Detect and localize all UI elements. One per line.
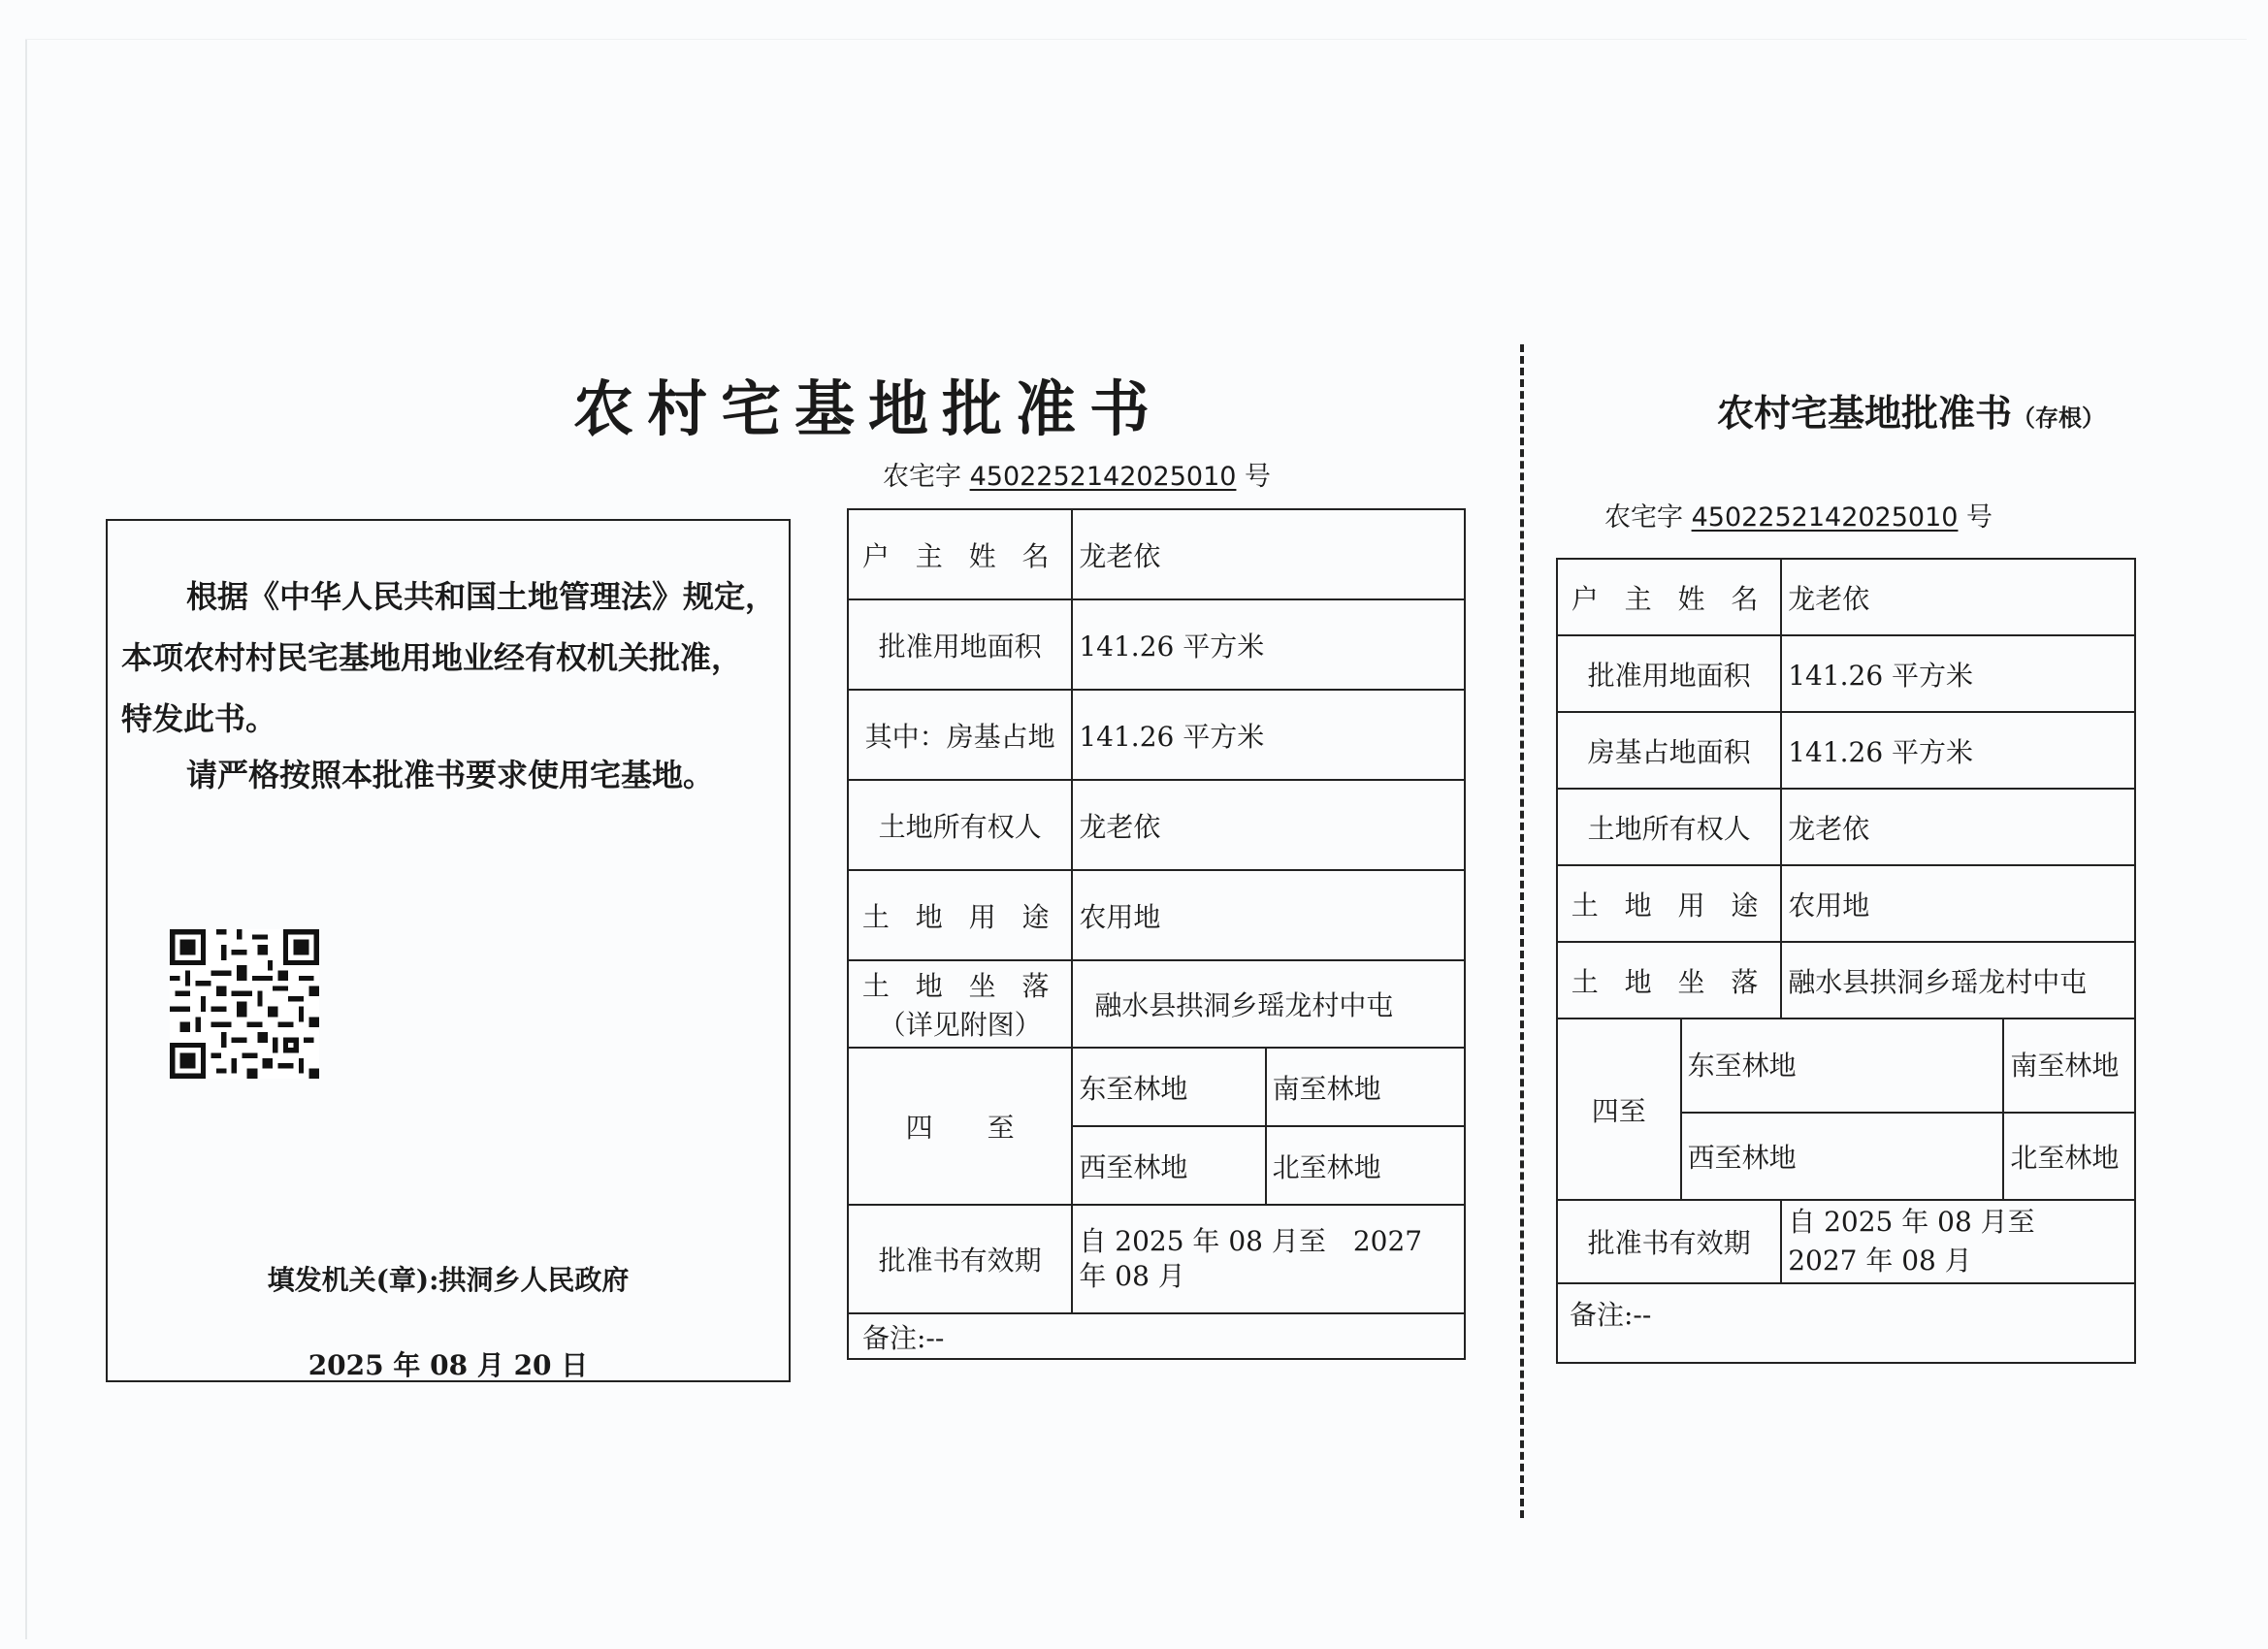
footprint-label: 其中：房基占地 [848, 690, 1072, 780]
boundary-west: 西至林地 [1072, 1126, 1265, 1205]
stub-location-label: 土 地 坐 落 [1557, 942, 1781, 1018]
doc-prefix: 农宅字 [883, 462, 961, 492]
main-title: 农村宅基地批准书 [572, 373, 1163, 444]
owner-label: 户 主 姓 名 [848, 509, 1072, 599]
stub-boundary-north: 北至林地 [2003, 1113, 2135, 1200]
location-label-cell [848, 960, 1072, 1048]
stub-boundary-east: 东至林地 [1681, 1018, 2004, 1113]
stub-location-value: 融水县拱洞乡瑶龙村中屯 [1781, 942, 2135, 1018]
stub-land-use-label: 土 地 用 途 [1557, 865, 1781, 942]
scan-edge [25, 39, 2247, 40]
stub-owner-label: 户 主 姓 名 [1557, 559, 1781, 635]
stub-boundary-west: 西至林地 [1681, 1113, 2004, 1200]
landowner-label: 土地所有权人 [848, 780, 1072, 870]
stub-landowner-value: 龙老依 [1781, 789, 2135, 865]
stub-title-text: 农村宅基地批准书 [1716, 391, 2012, 435]
stub-area-label: 批准用地面积 [1557, 635, 1781, 712]
statement-line-1: 根据《中华人民共和国土地管理法》规定， [186, 578, 777, 615]
issue-date: 2025 年 08 月 20 日 [308, 1349, 589, 1381]
main-approval-table [847, 508, 1466, 1360]
statement-line-4: 请严格按照本批准书要求使用宅基地。 [186, 757, 715, 793]
location-sublabel: （详见附图） [878, 1009, 1042, 1041]
statement-line-2: 本项农村村民宅基地用地业经有权机关批准， [121, 639, 743, 676]
stub-land-use-value: 农用地 [1781, 865, 2135, 942]
remarks: 备注:-- [848, 1313, 1465, 1359]
boundaries-label: 四 至 [848, 1048, 1072, 1205]
boundary-east: 东至林地 [1072, 1048, 1265, 1126]
stub-title [1678, 383, 2144, 436]
location-label: 土 地 坐 落 [861, 970, 1058, 1002]
landowner-value: 龙老依 [1072, 780, 1465, 870]
validity-value: 自 2025 年 08 月至 2027 年 08 月 [1072, 1205, 1465, 1313]
issuing-authority: 填发机关(章):拱洞乡人民政府 [267, 1264, 630, 1296]
main-doc-number-line [883, 455, 1271, 493]
land-use-label: 土 地 用 途 [848, 870, 1072, 960]
qr-code-icon [170, 929, 319, 1079]
stub-doc-prefix: 农宅字 [1604, 502, 1683, 533]
stub-footprint-label: 房基占地面积 [1557, 712, 1781, 789]
stub-approval-table [1556, 558, 2136, 1364]
boundary-north: 北至林地 [1266, 1126, 1465, 1205]
stub-validity-label: 批准书有效期 [1557, 1200, 1781, 1283]
perforation-line [1520, 344, 1524, 1518]
stub-doc-suffix: 号 [1966, 502, 1993, 533]
stub-owner-value: 龙老依 [1781, 559, 2135, 635]
location-value: 融水县拱洞乡瑶龙村中屯 [1072, 960, 1465, 1048]
land-use-value: 农用地 [1072, 870, 1465, 960]
statement-line-3: 特发此书。 [121, 700, 277, 737]
validity-label: 批准书有效期 [848, 1205, 1072, 1313]
stub-boundary-south: 南至林地 [2003, 1018, 2135, 1113]
stub-boundaries-label: 四至 [1557, 1018, 1681, 1200]
area-value: 141.26 平方米 [1072, 599, 1465, 690]
stub-landowner-label: 土地所有权人 [1557, 789, 1781, 865]
owner-value: 龙老依 [1072, 509, 1465, 599]
scan-edge [25, 39, 27, 1639]
stub-validity-value: 自 2025 年 08 月至 2027 年 08 月 [1781, 1200, 2135, 1283]
stub-footprint-value: 141.26 平方米 [1781, 712, 2135, 789]
boundary-south: 南至林地 [1266, 1048, 1465, 1126]
doc-suffix: 号 [1245, 462, 1272, 492]
footprint-value: 141.26 平方米 [1072, 690, 1465, 780]
stub-remarks: 备注:-- [1557, 1283, 2135, 1363]
stub-doc-number: 4502252142025010 [1691, 502, 1959, 533]
doc-number: 4502252142025010 [969, 462, 1237, 492]
stub-area-value: 141.26 平方米 [1781, 635, 2135, 712]
area-label: 批准用地面积 [848, 599, 1072, 690]
stub-title-suffix: （存根） [2012, 404, 2105, 432]
stub-doc-number-line [1604, 496, 1993, 534]
